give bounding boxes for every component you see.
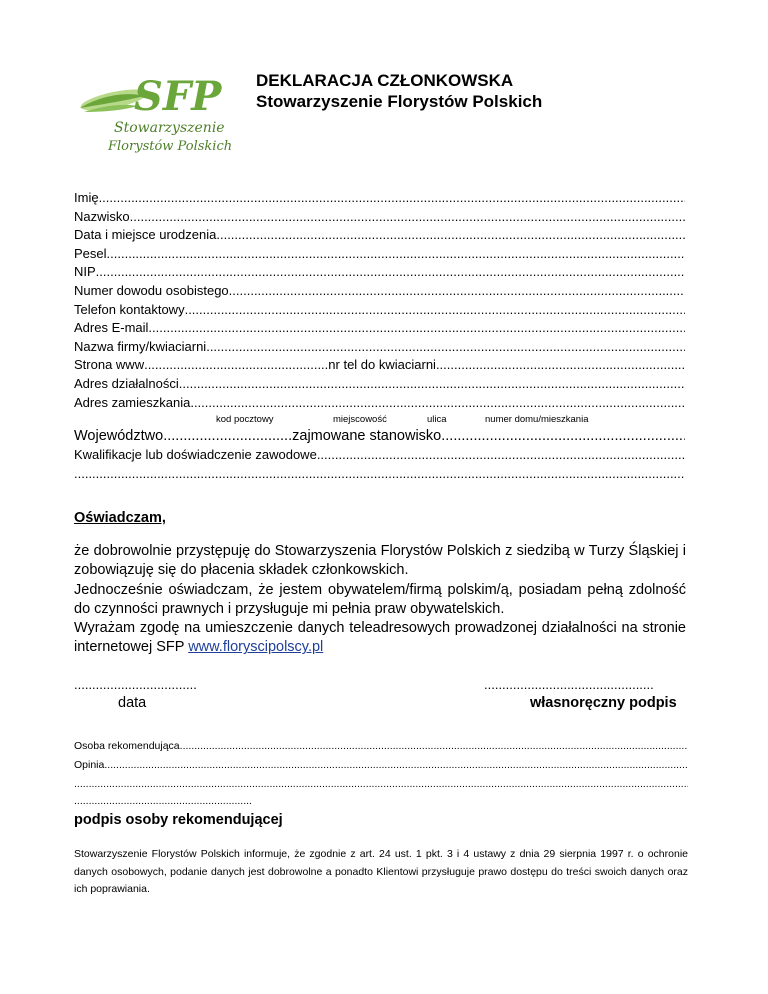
sublabel-city: miejscowość (333, 414, 387, 426)
svg-text:Stowarzyszenie: Stowarzyszenie (114, 120, 225, 136)
field-email[interactable]: Adres E-mail ..... (74, 319, 685, 338)
region-dots: ................................ (163, 428, 293, 445)
field-business-address[interactable]: Adres działalności ..... (74, 375, 685, 394)
svg-text:SFP: SFP (134, 73, 222, 120)
svg-text:Florystów Polskich: Florystów Polskich (108, 139, 233, 154)
signature-label: własnoręczny podpis (530, 695, 677, 711)
position-label: zajmowane stanowisko (292, 428, 442, 445)
recommender-signature-label: podpis osoby rekomendującej (74, 812, 283, 828)
sublabel-street: ulica (427, 414, 447, 426)
declaration-heading: Oświadczam, (74, 510, 166, 526)
field-qualifications[interactable]: Kwalifikacje lub doświadczenie zawodowe ..... (74, 446, 685, 465)
signature-line[interactable]: ............................................... (484, 677, 654, 692)
field-qualifications-continued[interactable] (74, 465, 685, 484)
field-region-position[interactable] (74, 427, 685, 446)
declaration-text (74, 542, 686, 658)
title-line-1: DEKLARACJA CZŁONKOWSKA (256, 71, 514, 90)
title-line-2: Stowarzyszenie Florystów Polskich (256, 92, 543, 111)
recommender-signature-line[interactable]: ............................................................. (74, 795, 252, 807)
field-opinion[interactable]: Opinia ..... (74, 756, 688, 775)
field-id-number[interactable]: Numer dowodu osobistego ..... (74, 282, 685, 301)
date-label: data (118, 695, 147, 711)
sublabel-house-number: numer domu/mieszkania (485, 414, 589, 426)
field-nip[interactable]: NIP ..... (74, 263, 685, 282)
field-last-name[interactable]: Nazwisko ..... (74, 208, 685, 227)
date-line[interactable]: .................................. (74, 677, 197, 692)
field-home-address[interactable]: Adres zamieszkania ..... (74, 394, 685, 413)
field-birth-date-place[interactable]: Data i miejsce urodzenia ..... (74, 226, 685, 245)
www-label: Strona www (74, 357, 145, 373)
field-www-and-phone[interactable] (74, 356, 685, 375)
field-company-name[interactable]: Nazwa firmy/kwiaciarni ..... (74, 338, 685, 357)
declaration-paragraph-1: że dobrowolnie przystępuję do Stowarzyszenia Florystów Polskich z siedzibą w Turzy Śląskiej i zobowiązuję się do płacenia składek członkowskich. (74, 543, 686, 579)
declaration-paragraph-2: Jednocześnie oświadczam, że jestem obywatelem/firmą polskim/ą, posiadam pełną zdolność do czynności prawnych i przysługuje mi pełnia praw obywatelskich. (74, 581, 686, 617)
document-title (256, 70, 542, 112)
website-link[interactable]: www.floryscipolscy.pl (188, 639, 324, 656)
field-pesel[interactable]: Pesel ..... (74, 245, 685, 264)
address-sublabels (74, 412, 685, 427)
field-first-name[interactable]: Imię ..... (74, 189, 685, 208)
sfp-logo (74, 66, 246, 158)
region-label: Województwo (74, 428, 164, 445)
field-opinion-continued[interactable] (74, 775, 688, 794)
shop-phone-label: nr tel do kwiaciarni (328, 357, 436, 373)
field-phone[interactable]: Telefon kontaktowy ..... (74, 301, 685, 320)
sublabel-postal-code: kod pocztowy (216, 414, 274, 426)
www-dots: ................................................... (144, 357, 329, 373)
sfp-logo-icon (74, 66, 246, 158)
member-form (74, 189, 685, 483)
recommendation-fields (74, 737, 688, 794)
field-recommending-person[interactable]: Osoba rekomendująca ..... (74, 737, 688, 756)
privacy-notice: Stowarzyszenie Florystów Polskich informuje, że zgodnie z art. 24 ust. 1 pkt. 3 i 4 ustawy z dnia 29 sierpnia 1997 r. o ochronie danych osobowych, podanie danych jest dobrowolne a ponadto Klientowi przysługuje prawo dostępu do treści swoich danych oraz ich poprawiania. (74, 848, 688, 895)
declaration-paragraph-3: Wyrażam zgodę na umieszczenie danych teleadresowych prowadzonej działalności na stronie internetowej SFP www.floryscipolscy.pl (74, 620, 686, 656)
